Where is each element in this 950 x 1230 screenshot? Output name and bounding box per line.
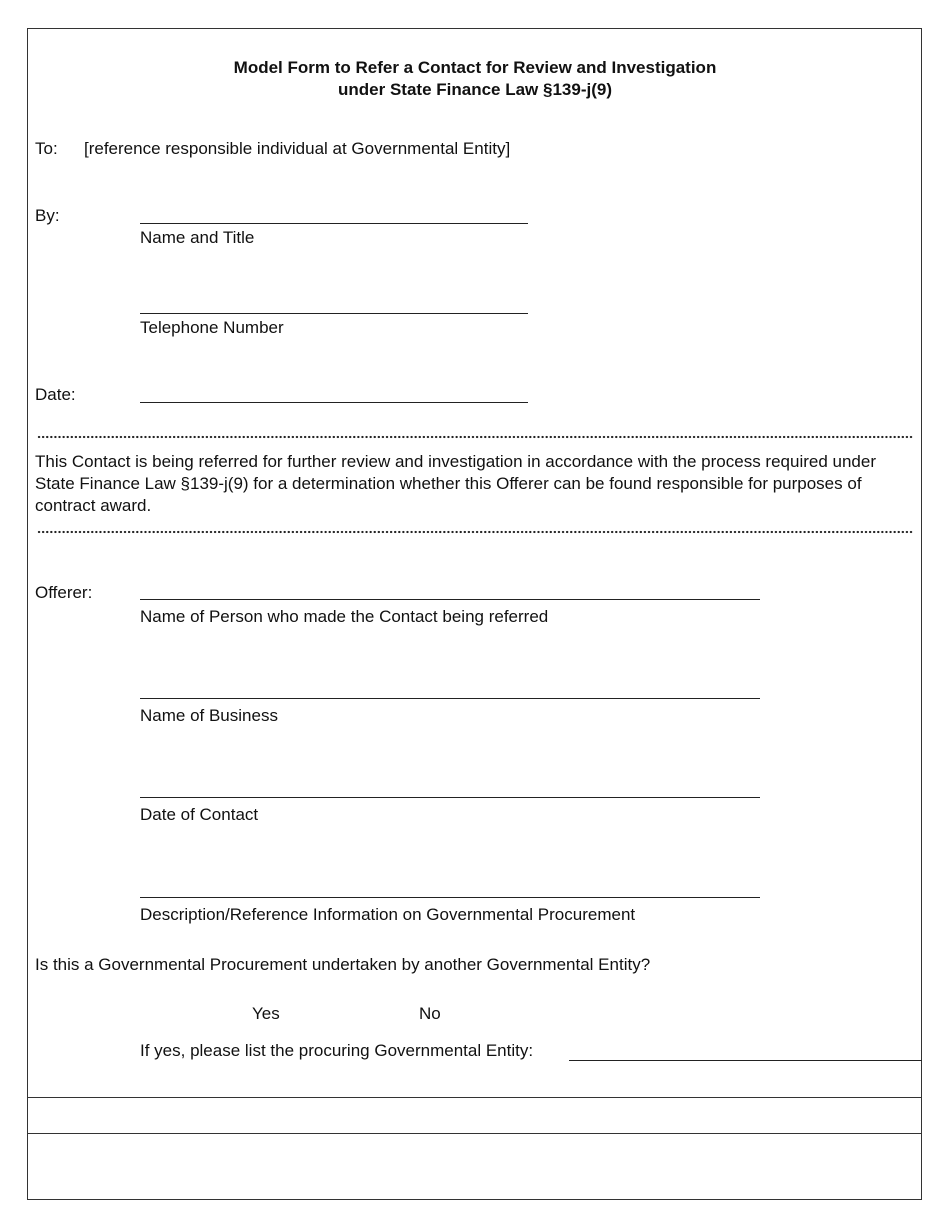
telephone-line[interactable] [140,313,528,314]
person-name-line[interactable] [140,599,760,600]
name-title-caption: Name and Title [140,228,255,247]
business-name-caption: Name of Business [140,706,278,725]
procurement-info-line[interactable] [140,897,760,898]
contact-date-caption: Date of Contact [140,805,259,824]
form-title-line2: under State Finance Law §139-j(9) [338,80,612,99]
procurement-info-caption: Description/Reference Information on Governmental Procurement [140,905,636,924]
date-label: Date: [35,385,76,404]
asterisk-divider-top [37,434,913,440]
offerer-label: Offerer: [35,583,93,602]
no-option[interactable]: No [419,1004,441,1023]
bottom-divider-2 [28,1133,922,1134]
bottom-divider-1 [28,1097,922,1098]
person-name-caption: Name of Person who made the Contact being referred [140,607,549,626]
yes-option[interactable]: Yes [252,1004,280,1023]
asterisk-divider-bottom [37,529,913,535]
telephone-caption: Telephone Number [140,318,284,337]
referral-statement: This Contact is being referred for further review and investigation in accordance with the process required under State Finance Law §139-j(9) for a determination whether this Offerer can be found responsible for purposes of contract award. [35,452,876,515]
contact-date-line[interactable] [140,797,760,798]
date-line[interactable] [140,402,528,403]
name-title-line[interactable] [140,223,528,224]
procuring-entity-prompt: If yes, please list the procuring Governmental Entity: [140,1041,534,1060]
by-label: By: [35,206,60,225]
to-value: [reference responsible individual at Governmental Entity] [84,139,511,158]
procuring-entity-line[interactable] [569,1060,922,1061]
to-label: To: [35,139,58,158]
form-title-line1: Model Form to Refer a Contact for Review and Investigation [233,58,717,77]
business-name-line[interactable] [140,698,760,699]
procurement-question: Is this a Governmental Procurement undertaken by another Governmental Entity? [35,955,651,974]
